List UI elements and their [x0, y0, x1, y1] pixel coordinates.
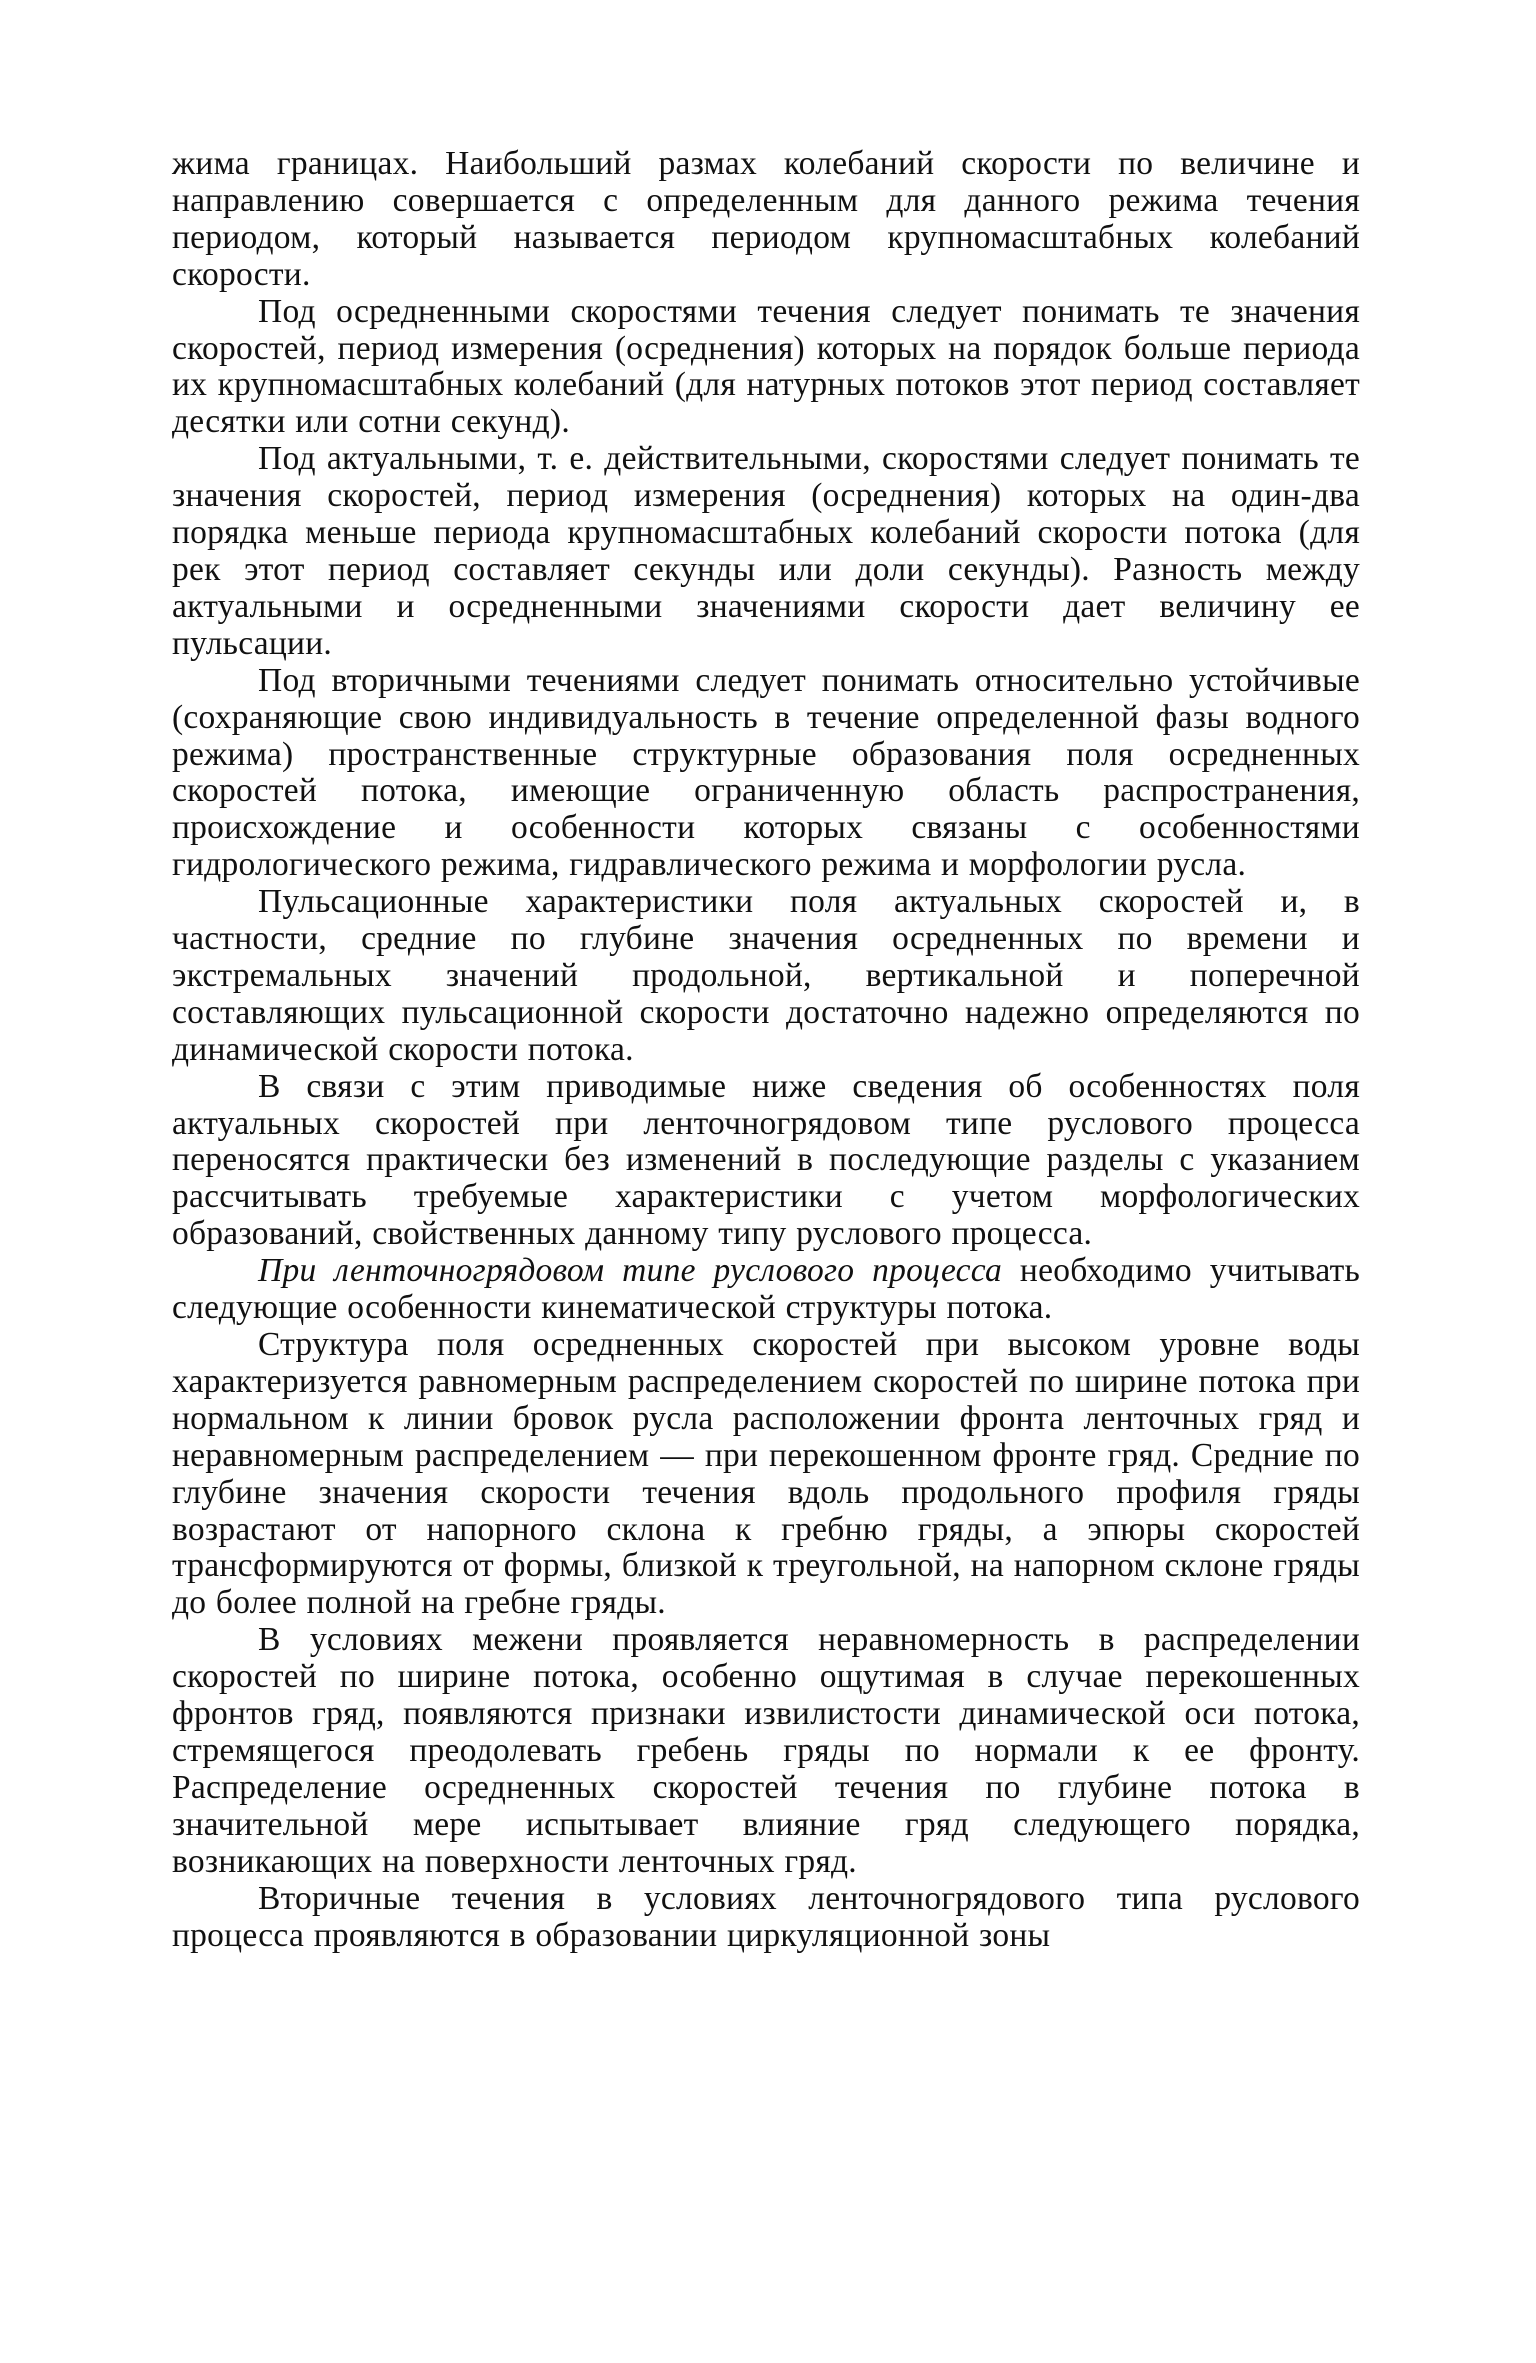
paragraph-3: Под актуальными, т. е. действительными, скоростями следует понимать те значения скоростей, период измерения (осреднения) которых на один-два порядка меньше периода крупномасштабных колебаний скорости потока (для рек этот период составляет секунды или доли секунды). Разность между актуальными и осредненными значениями скорости дает величину ее пульсации. — [172, 440, 1360, 662]
document-page — [172, 146, 1360, 1954]
paragraph-9: В условиях межени проявляется неравномерность в распределении скоростей по ширине потока, особенно ощутимая в случае перекошенных фронтов гряд, появляются признаки извилистости динамической оси потока, стремящегося преодолевать гребень гряды по нормали к ее фронту. Распределение осредненных скоростей течения по глубине потока в значительной мере испытывает влияние гряд следующего порядка, возникающих на поверхности ленточных гряд. — [172, 1621, 1360, 1880]
paragraph-1: жима границах. Наибольший размах колебаний скорости по величине и направлению совершается с определенным для данного режима течения периодом, который называется периодом крупномасштабных колебаний скорости. — [172, 145, 1360, 293]
paragraph-7-italic-phrase: При ленточногрядовом типе руслового процесса — [258, 1252, 1003, 1290]
paragraph-5: Пульсационные характеристики поля актуальных скоростей и, в частности, средние по глубине значения осредненных по времени и экстремальных значений продольной, вертикальной и поперечной составляющих пульсационной скорости достаточно надежно определяются по динамической скорости потока. — [172, 883, 1360, 1068]
paragraph-4: Под вторичными течениями следует понимать относительно устойчивые (сохраняющие свою индивидуальность в течение определенной фазы водного режима) пространственные структурные образования поля осредненных скоростей потока, имеющие ограниченную область распространения, происхождение и особенности которых связаны с особенностями гидрологического режима, гидравлического режима и морфологии русла. — [172, 661, 1360, 884]
paragraph-7 — [172, 1253, 1360, 1327]
paragraph-6: В связи с этим приводимые ниже сведения об особенностях поля актуальных скоростей при ленточногрядовом типе руслового процесса переносятся практически без изменений в последующие разделы с указанием рассчитывать требуемые характеристики с учетом морфологических образований, свойственных данному типу руслового процесса. — [172, 1067, 1360, 1253]
paragraph-10: Вторичные течения в условиях ленточногрядового типа руслового процесса проявляются в образовании циркуляционной зоны — [172, 1879, 1360, 1954]
paragraph-8: Структура поля осредненных скоростей при высоком уровне воды характеризуется равномерным распределением скоростей по ширине потока при нормальном к линии бровок русла расположении фронта ленточных гряд и неравномерным распределением — при перекошенном фронте гряд. Средние по глубине значения скорости течения вдоль продольного профиля гряды возрастают от напорного склона к гребню гряды, а эпюры скоростей трансформируются от формы, близкой к треугольной, на напорном склоне гряды до более полной на гребне гряды. — [172, 1326, 1360, 1622]
paragraph-2: Под осредненными скоростями течения следует понимать те значения скоростей, период измерения (осреднения) которых на порядок больше периода их крупномасштабных колебаний (для натурных потоков этот период составляет десятки или сотни секунд). — [172, 292, 1360, 441]
paragraph-7-rest: необходимо учитывать следующие особенности кинематической структуры потока. — [172, 1252, 1360, 1327]
